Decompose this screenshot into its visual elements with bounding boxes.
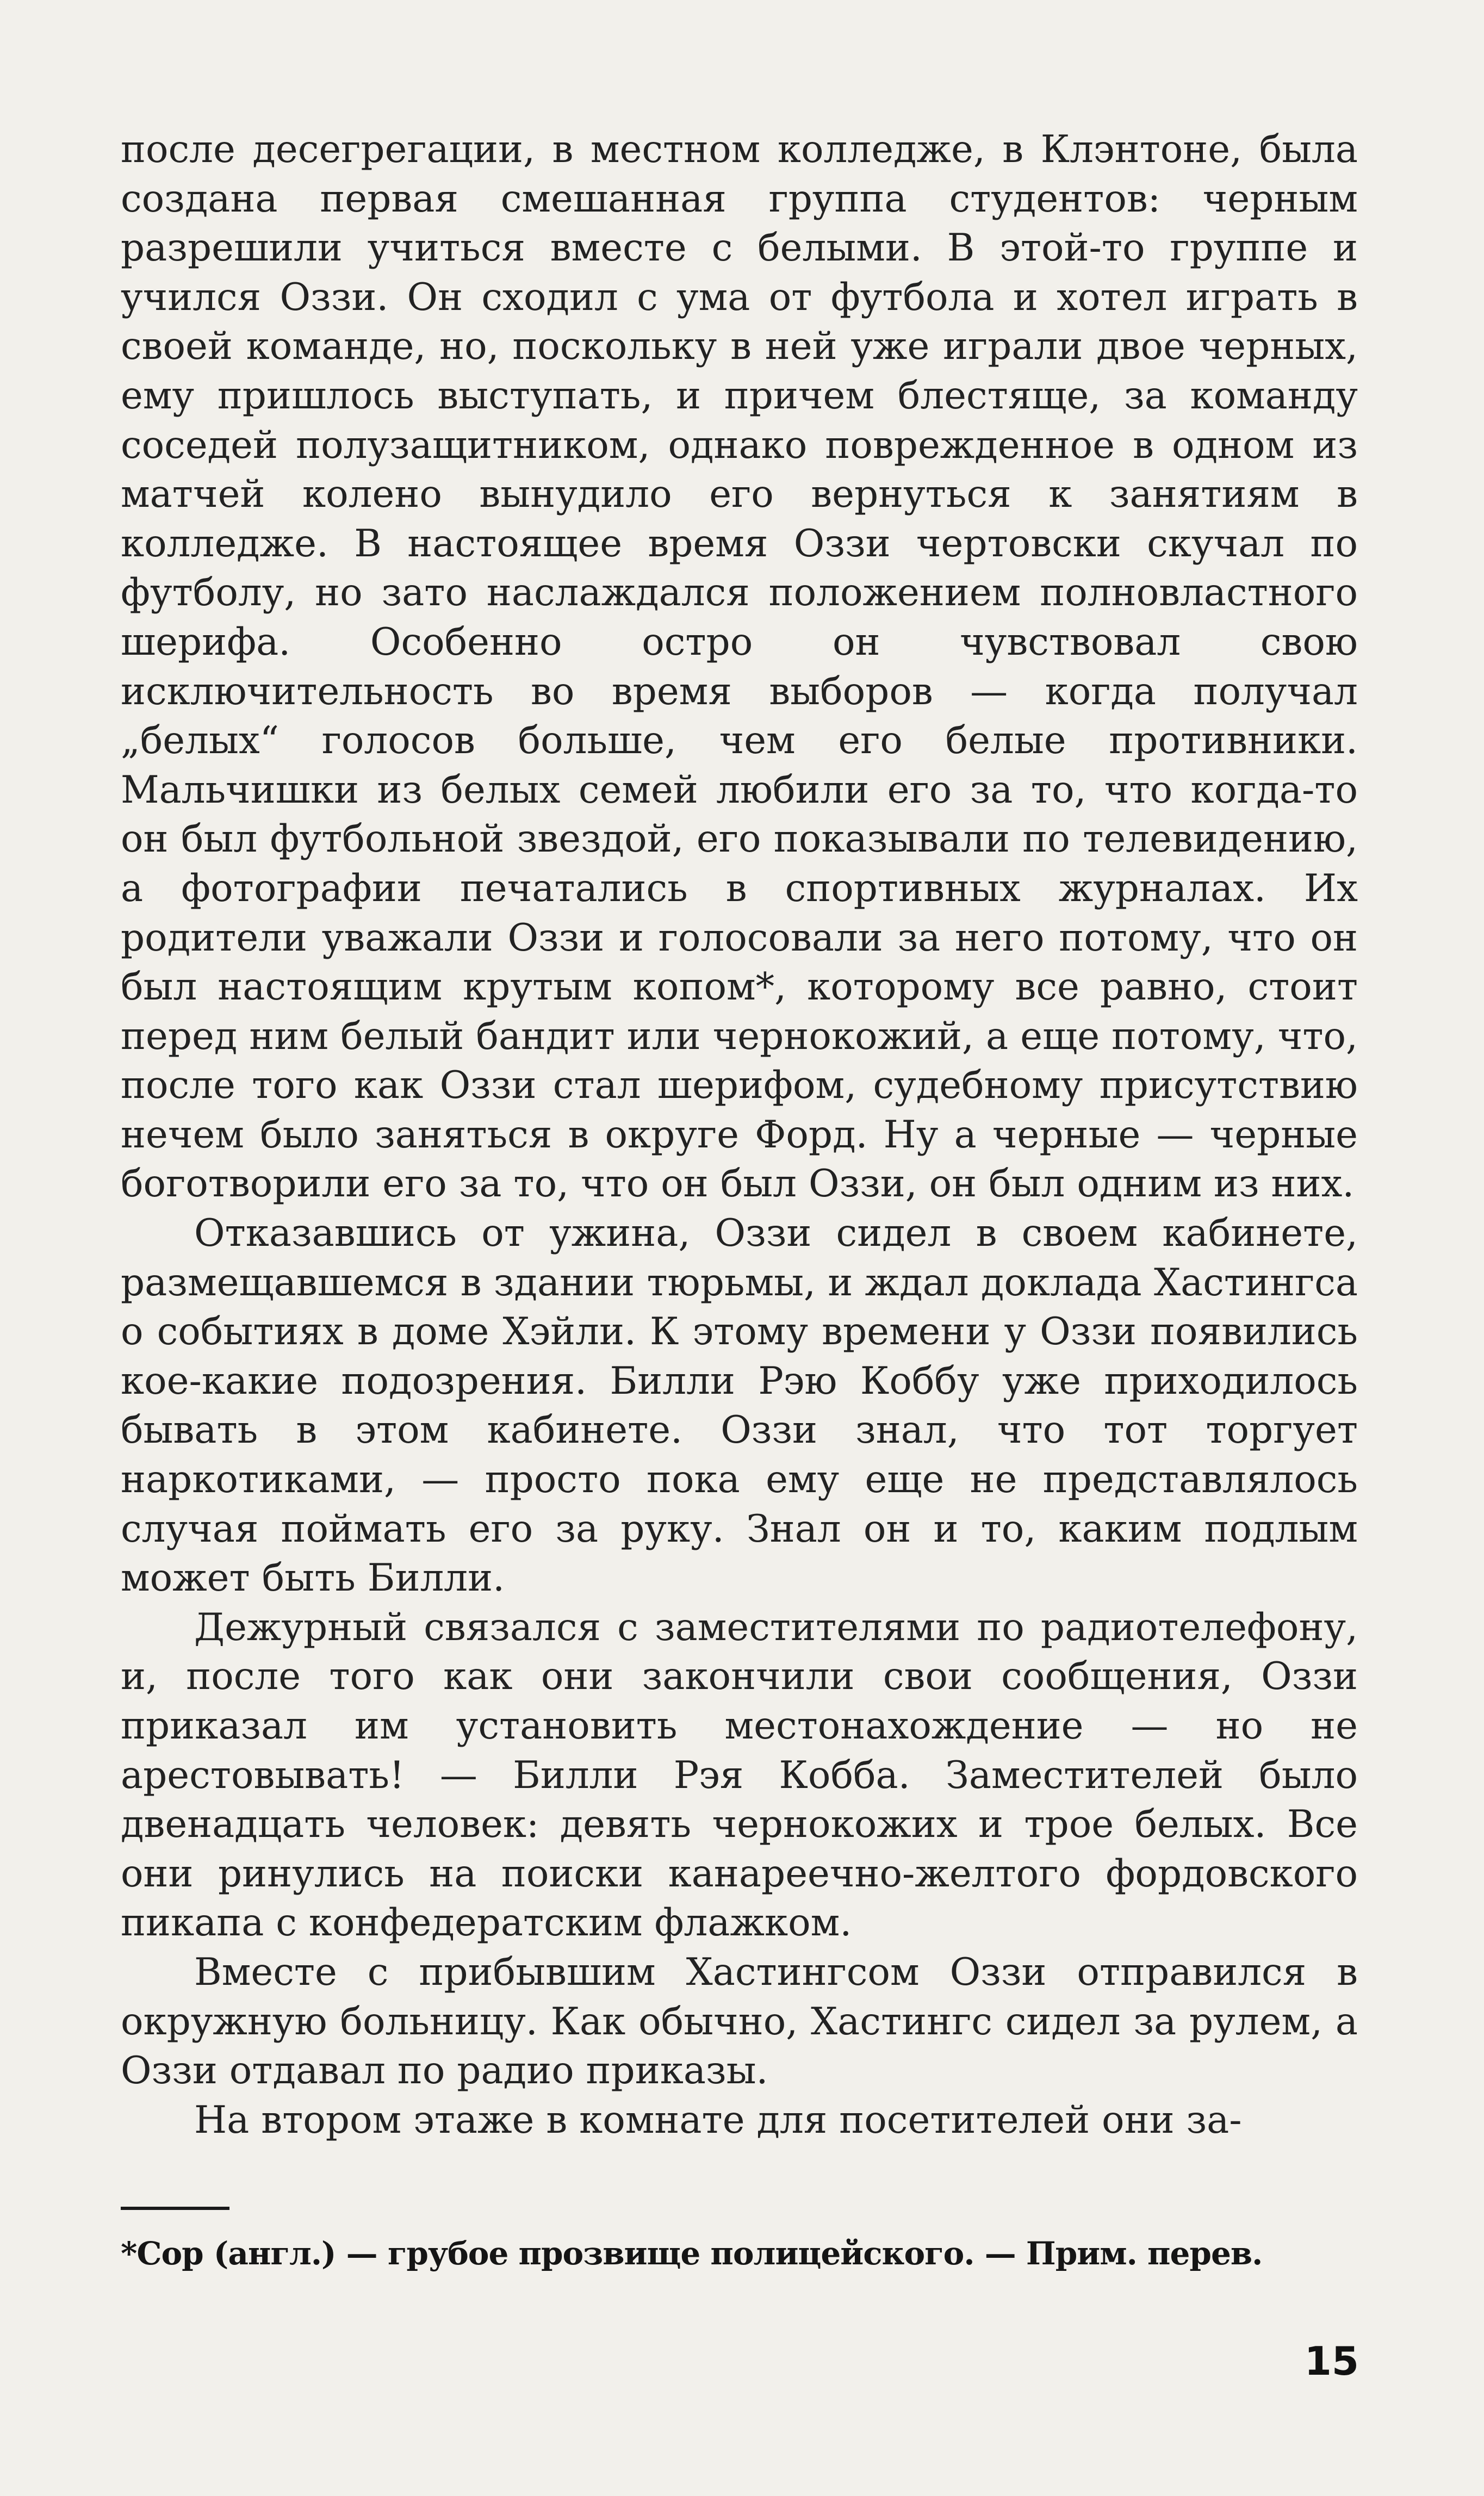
- body-text: [121, 125, 1358, 2145]
- page-number: 15: [1304, 2338, 1359, 2384]
- paragraph-2: Отказавшись от ужина, Оззи сидел в своем кабинете, размещавшемся в здании тюрьмы, и ждал доклада Хастингса о событиях в доме Хэйли. К этому времени у Оззи появились кое-какие подозрения. Билли Рэю Коббу уже приходилось бывать в этом кабинете. Оззи знал, что тот торгует наркотиками, — просто пока ему еще не представлялось случая поймать его за руку. Знал он и то, каким подлым может быть Билли.: [121, 1212, 1358, 1600]
- footnote: *Cop (англ.) — грубое прозвище полицейского. — Прим. перев.: [121, 2235, 1263, 2272]
- paragraph-3: Дежурный связался с заместителями по радиотелефону, и, после того как они закончили свои сообщения, Оззи приказал им установить местонахождение — но не арестовывать! — Билли Рэя Кобба. Заместителей было двенадцать человек: девять чернокожих и трое белых. Все они ринулись на поиски канареечно-желтого фордовского пикапа с конфедератским флажком.: [121, 1605, 1358, 1945]
- paragraph-5: На втором этаже в комнате для посетителей они за-: [194, 2098, 1242, 2142]
- paragraph-1: после десегрегации, в местном колледже, в Клэнтоне, была создана первая смешанная группа студентов: черным разрешили учиться вместе с белыми. В этой-то группе и учился Оззи. Он сходил с ума от футбола и хотел играть в своей команде, но, поскольку в ней уже играли двое черных, ему пришлось выступать, и причем блестяще, за команду соседей полузащитником, однако поврежденное в одном из матчей колено вынудило его вернуться к занятиям в колледже. В настоящее время Оззи чертовски скучал по футболу, но зато наслаждался положением полновластного шерифа. Особенно остро он чувствовал свою исключительность во время выборов — когда получал „белых“ голосов больше, чем его белые противники. Мальчишки из белых семей любили его за то, что когда-то он был футбольной звездой, его показывали по телевидению, а фотографии печатались в спортивных журналах. Их родители уважали Оззи и голосовали за него потому, что он был настоящим крутым копом*, которому все равно, стоит перед ним белый бандит или чернокожий, а еще потому, что, после того как Оззи стал шерифом, судебному присутствию нечем было заняться в округе Форд. Ну а черные — черные боготворили его за то, что он был Оззи, он был одним из них.: [121, 128, 1358, 1206]
- footnote-divider: [121, 2207, 229, 2210]
- paragraph-4: Вместе с прибывшим Хастингсом Оззи отправился в окружную больницу. Как обычно, Хастингс сидел за рулем, а Оззи отдавал по радио приказы.: [121, 1950, 1358, 2093]
